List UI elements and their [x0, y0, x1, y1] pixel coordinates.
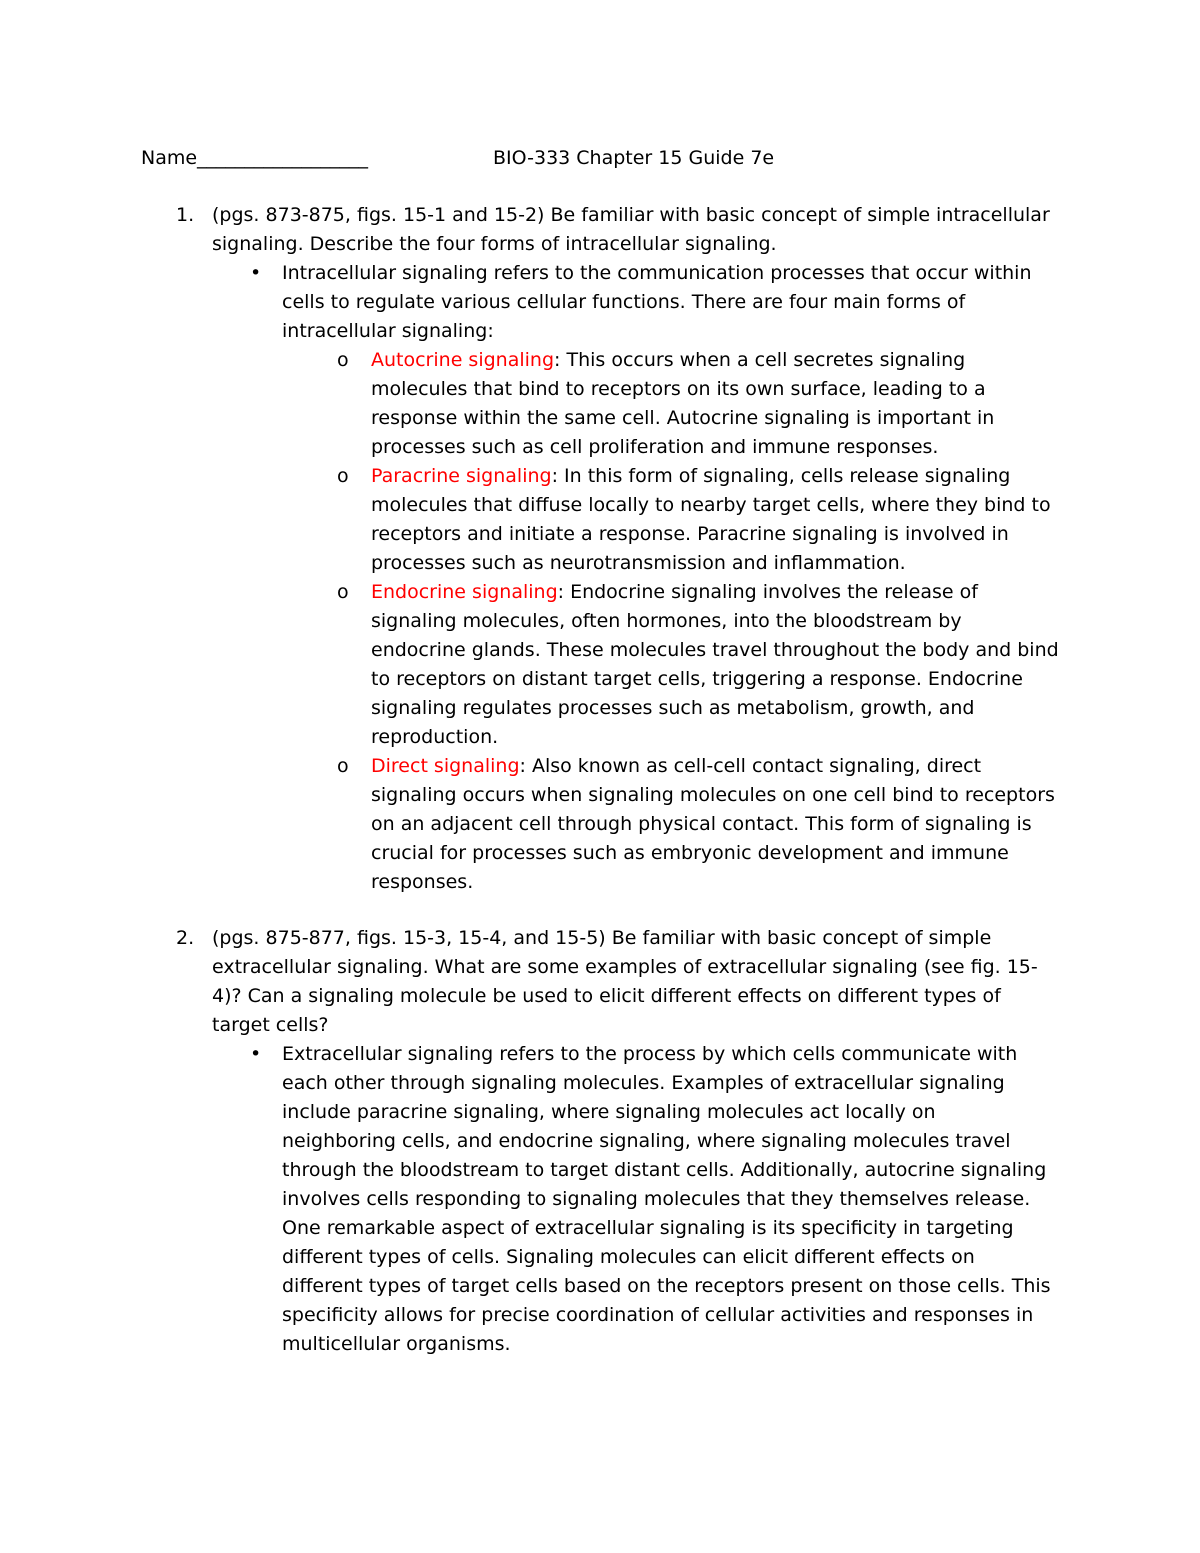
list-item-endocrine: [337, 578, 1061, 752]
list-item-autocrine: [337, 346, 1061, 462]
term-label: Endocrine signaling: [371, 581, 558, 603]
answer-text: Intracellular signaling refers to the communication processes that occur within cells to regulate various cellular functions. There are four main forms of intracellular signaling:: [282, 262, 1032, 342]
question-text: (pgs. 873-875, figs. 15-1 and 15-2) Be familiar with basic concept of simple intracellular signaling. Describe the four forms of intracellular signaling.: [212, 204, 1050, 255]
circle-bullet-icon: o: [337, 465, 349, 487]
term-label: Autocrine signaling: [371, 349, 555, 371]
answer-bullet: [250, 1040, 1052, 1359]
signaling-forms-list: [337, 346, 1061, 897]
list-item-paracrine: [337, 462, 1061, 578]
term-label: Direct signaling: [371, 755, 520, 777]
question-2: [176, 924, 1066, 1359]
circle-bullet-icon: o: [337, 755, 349, 777]
question-number: 1.: [176, 204, 195, 226]
answer-bullet: [250, 259, 1066, 346]
question-text: (pgs. 875-877, figs. 15-3, 15-4, and 15-5) Be familiar with basic concept of simple extracellular signaling. What are some examples of extracellular signaling (see fig. 15-4)? Can a signaling molecule be used to elicit different effects on different types of target cells?: [212, 927, 1038, 1036]
answer-text: Extracellular signaling refers to the process by which cells communicate with each other through signaling molecules. Examples of extracellular signaling include paracrine signaling, where signaling molecules act locally on neighboring cells, and endocrine signaling, where signaling molecules travel through the bloodstream to target distant cells. Additionally, autocrine signaling involves cells responding to signaling molecules that they themselves release. One remarkable aspect of extracellular signaling is its specificity in targeting different types of cells. Signaling molecules can elicit different effects on different types of target cells based on the receptors present on those cells. This specificity allows for precise coordination of cellular activities and responses in multicellular organisms.: [282, 1043, 1051, 1355]
question-1: [176, 201, 1066, 897]
term-description: : Endocrine signaling involves the release of signaling molecules, often hormones, into the bloodstream by endocrine glands. These molecules travel throughout the body and bind to receptors on distant target cells, triggering a response. Endocrine signaling regulates processes such as metabolism, growth, and reproduction.: [371, 581, 1059, 748]
name-field-label: Name__________________: [141, 147, 369, 169]
term-description: : This occurs when a cell secretes signaling molecules that bind to receptors on its own surface, leading to a response within the same cell. Autocrine signaling is important in processes such as cell proliferation and immune responses.: [371, 349, 995, 458]
term-description: : Also known as cell-cell contact signaling, direct signaling occurs when signaling molecules on one cell bind to receptors on an adjacent cell through physical contact. This form of signaling is crucial for processes such as embryonic development and immune responses.: [371, 755, 1055, 893]
circle-bullet-icon: o: [337, 349, 349, 371]
circle-bullet-icon: o: [337, 581, 349, 603]
question-number: 2.: [176, 927, 195, 949]
course-title: BIO-333 Chapter 15 Guide 7e: [493, 147, 775, 169]
bullet-icon: •: [250, 1043, 262, 1065]
list-item-direct: [337, 752, 1061, 897]
term-description: : In this form of signaling, cells release signaling molecules that diffuse locally to nearby target cells, where they bind to receptors and initiate a response. Paracrine signaling is involved in processes such as neurotransmission and inflammation.: [371, 465, 1051, 574]
bullet-icon: •: [250, 262, 262, 284]
term-label: Paracrine signaling: [371, 465, 552, 487]
